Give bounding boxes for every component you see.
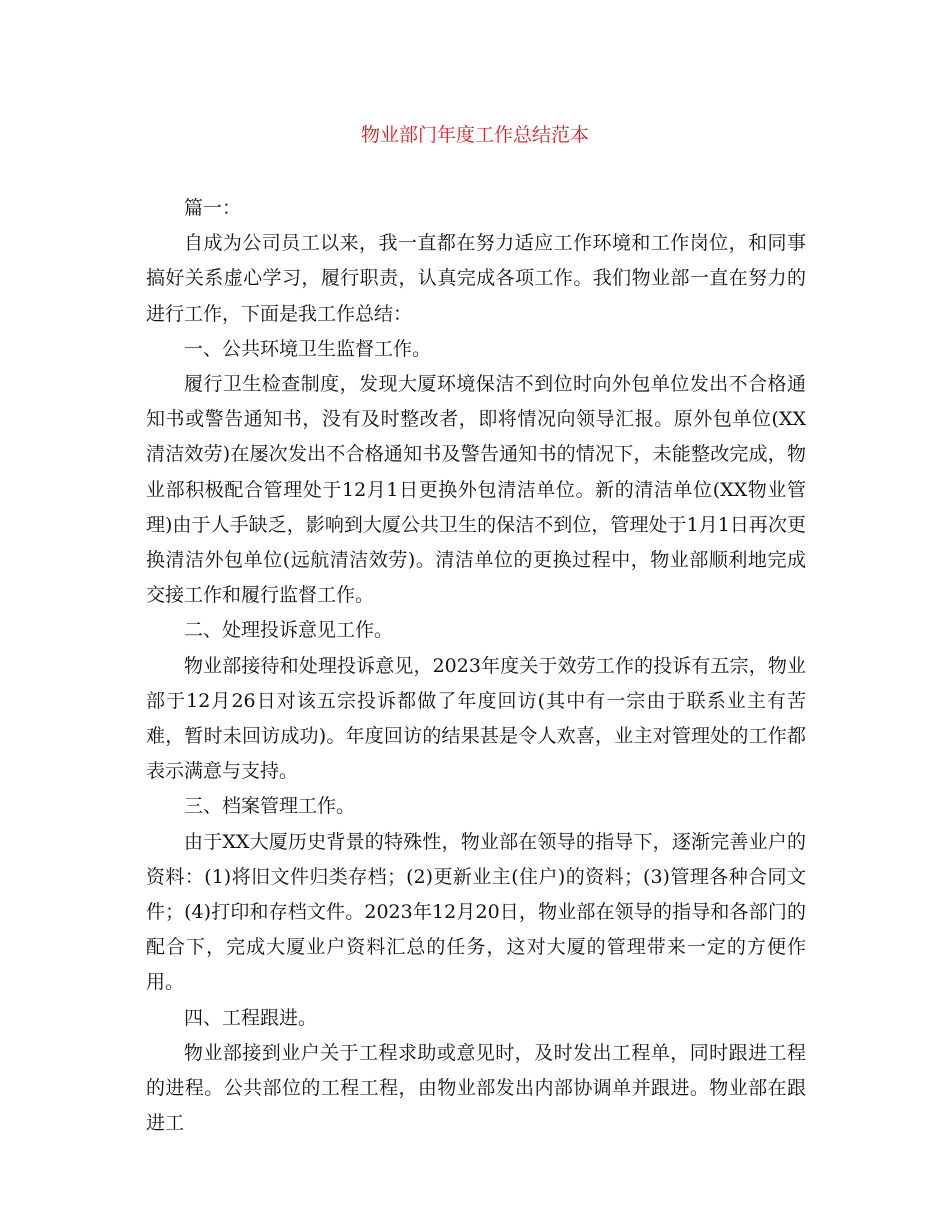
paragraph-intro: 自成为公司员工以来，我一直都在努力适应工作环境和工作岗位，和同事搞好关系虚心学习，履行职责，认真完成各项工作。我们物业部一直在努力的进行工作，下面是我工作总结： (146, 232, 806, 325)
section-heading-1: 一、公共环境卫生监督工作。 (184, 337, 432, 360)
document-title: 物业部门年度工作总结范本 (360, 124, 589, 146)
document-body (146, 191, 806, 1141)
section-heading-3: 三、档案管理工作。 (184, 795, 356, 818)
paragraph-section-1: 履行卫生检查制度，发现大厦环境保洁不到位时向外包单位发出不合格通知书或警告通知书，没有及时整改者，即将情况向领导汇报。原外包单位(XX清洁效劳)在屡次发出不合格通知书及警告通知书的情况下，未能整改完成，物业部积极配合管理处于12月1日更换外包清洁单位。新的清洁单位(XX物业管理)由于人手缺乏，影响到大厦公共卫生的保洁不到位，管理处于1月1日再次更换清洁外包单位(远航清洁效劳)。清洁单位的更换过程中，物业部顺利地完成交接工作和履行监督工作。 (146, 373, 806, 607)
paragraph-section-4: 物业部接到业户关于工程求助或意见时，及时发出工程单，同时跟进工程的进程。公共部位的工程工程，由物业部发出内部协调单并跟进。物业部在跟进工 (146, 1041, 806, 1135)
paragraph-part-label: 篇一： (184, 197, 242, 219)
section-heading-2: 二、处理投诉意见工作。 (184, 619, 394, 642)
paragraph-section-2: 物业部接待和处理投诉意见，2023年度关于效劳工作的投诉有五宗，物业部于12月26日对该五宗投诉都做了年度回访(其中有一宗由于联系业主有苦难，暂时未回访成功)。年度回访的结果甚是令人欢喜，业主对管理处的工作都表示满意与支持。 (146, 654, 806, 783)
paragraph-section-3: 由于XX大厦历史背景的特殊性，物业部在领导的指导下，逐渐完善业户的资料：(1)将旧文件归类存档；(2)更新业主(住户)的资料；(3)管理各种合同文件；(4)打印和存档文件。2023年12月20日，物业部在领导的指导和各部门的配合下，完成大厦业户资料汇总的任务，这对大厦的管理带来一定的方便作用。 (146, 830, 806, 994)
section-heading-4: 四、工程跟进。 (184, 1006, 318, 1029)
